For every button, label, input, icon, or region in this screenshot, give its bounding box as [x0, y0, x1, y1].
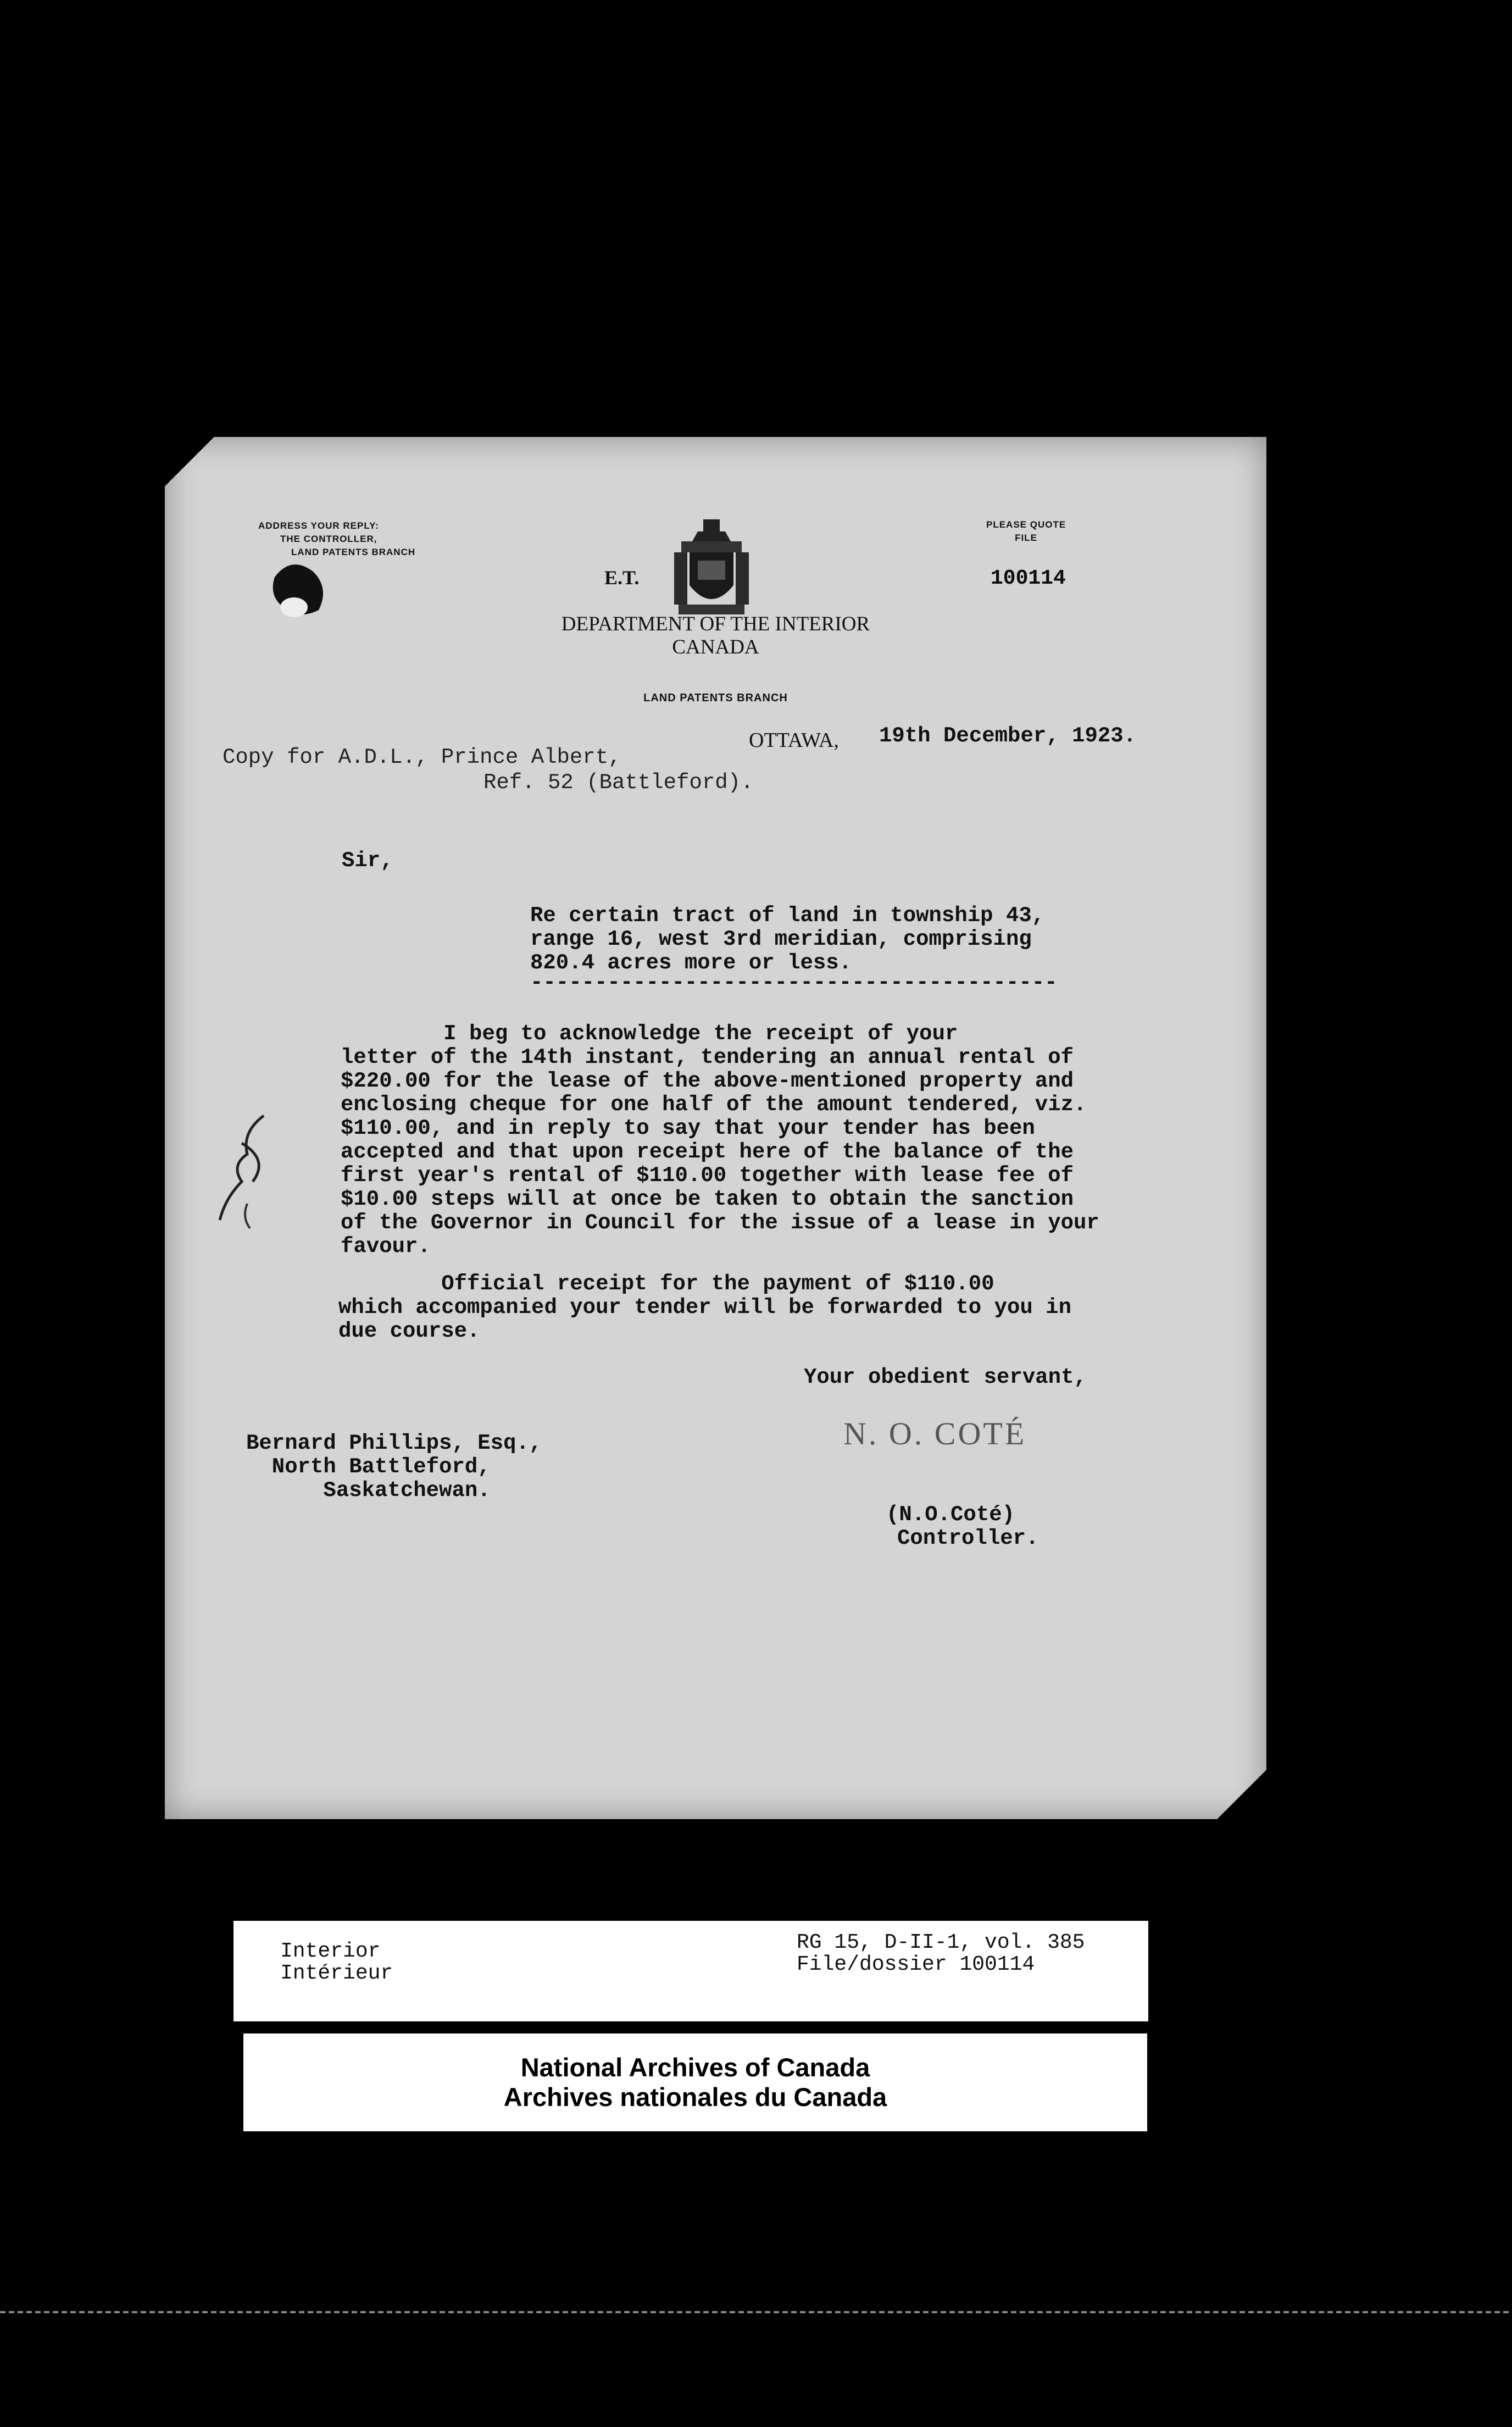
reference-right [797, 1932, 1085, 1976]
body-line: favour. [341, 1234, 431, 1259]
letter-date: 19th December, 1923. [879, 724, 1137, 748]
addressee-line: Bernard Phillips, Esq., [246, 1431, 542, 1455]
addressee-line: North Battleford, [246, 1455, 491, 1479]
signatory-title: Controller. [897, 1526, 1039, 1550]
body-line: $220.00 for the lease of the above-mentioned property and [341, 1069, 1074, 1093]
addressee-block [246, 1432, 542, 1503]
body-line: due course. [338, 1319, 480, 1343]
please-quote-line: FILE [1015, 533, 1038, 543]
subject-divider: ----------------------------------------- [530, 971, 1058, 995]
body-line: enclosing cheque for one half of the amount tendered, viz. [341, 1093, 1087, 1117]
initials: E.T. [604, 567, 640, 589]
address-reply-line: ADDRESS YOUR REPLY: [258, 520, 379, 531]
body-line: which accompanied your tender will be forwarded to you in [338, 1295, 1072, 1320]
body-line: $10.00 steps will at once be taken to obtain the sanction [341, 1187, 1074, 1211]
address-reply-line: LAND PATENTS BRANCH [291, 547, 416, 557]
department-header [165, 613, 1266, 659]
copy-note-line-1: Copy for A.D.L., Prince Albert, [223, 745, 621, 769]
body-line: first year's rental of $110.00 together with lease fee of [341, 1163, 1074, 1188]
archive-label [243, 2033, 1147, 2131]
body-line: accepted and that upon receipt here of the balance of the [341, 1140, 1074, 1164]
coat-of-arms-emblem [673, 519, 750, 618]
body-paragraph-1 [341, 1022, 1099, 1259]
reference-left [280, 1941, 393, 1985]
subject-line: range 16, west 3rd meridian, comprising [530, 927, 1032, 951]
body-line: $110.00, and in reply to say that your tender has been [341, 1116, 1035, 1140]
country-name: CANADA [672, 636, 759, 658]
department-name: DEPARTMENT OF THE INTERIOR [561, 613, 870, 635]
signatory-name: (N.O.Coté) [886, 1503, 1015, 1527]
signatory-block [886, 1503, 1038, 1550]
file-number: 100114 [991, 567, 1066, 590]
body-line: letter of the 14th instant, tendering an annual rental of [341, 1045, 1074, 1070]
reference-right-line: File/dossier 100114 [797, 1953, 1035, 1976]
addressee-line: Saskatchewan. [246, 1478, 491, 1503]
subject-line: Re certain tract of land in township 43, [530, 904, 1045, 928]
handwritten-margin-mark [209, 1110, 286, 1242]
please-quote-line: PLEASE QUOTE [986, 519, 1066, 530]
reference-left-line: Intérieur [280, 1961, 393, 1985]
closing: Your obedient servant, [804, 1365, 1087, 1389]
subject-line: 820.4 acres more or less. [530, 951, 852, 975]
body-paragraph-2 [338, 1272, 1071, 1343]
branch-name: LAND PATENTS BRANCH [643, 692, 788, 704]
address-reply-line: THE CONTROLLER, [280, 534, 377, 544]
scan-divider-line [0, 2311, 1512, 2313]
body-line: I beg to acknowledge the receipt of your [341, 1022, 958, 1046]
salutation: Sir, [342, 849, 393, 873]
copy-note-line-2: Ref. 52 (Battleford). [483, 771, 754, 795]
signature-stamp: N. O. COTÉ [843, 1416, 1027, 1451]
please-quote-block [986, 518, 1066, 545]
archive-name-french: Archives nationales du Canada [503, 2082, 887, 2112]
ink-blot-mark [269, 555, 330, 621]
address-reply-block [258, 519, 415, 559]
subject-block [530, 904, 1058, 995]
body-line: of the Governor in Council for the issue of a lease in your [341, 1211, 1099, 1235]
reference-left-line: Interior [280, 1940, 381, 1963]
reference-label [234, 1921, 1148, 2021]
reference-right-line: RG 15, D-II-1, vol. 385 [797, 1931, 1085, 1954]
city-name: OTTAWA, [749, 729, 839, 752]
body-line: Official receipt for the payment of $110.00 [338, 1272, 994, 1296]
letter-sheet [165, 437, 1266, 1819]
archive-name-english: National Archives of Canada [520, 2053, 870, 2082]
